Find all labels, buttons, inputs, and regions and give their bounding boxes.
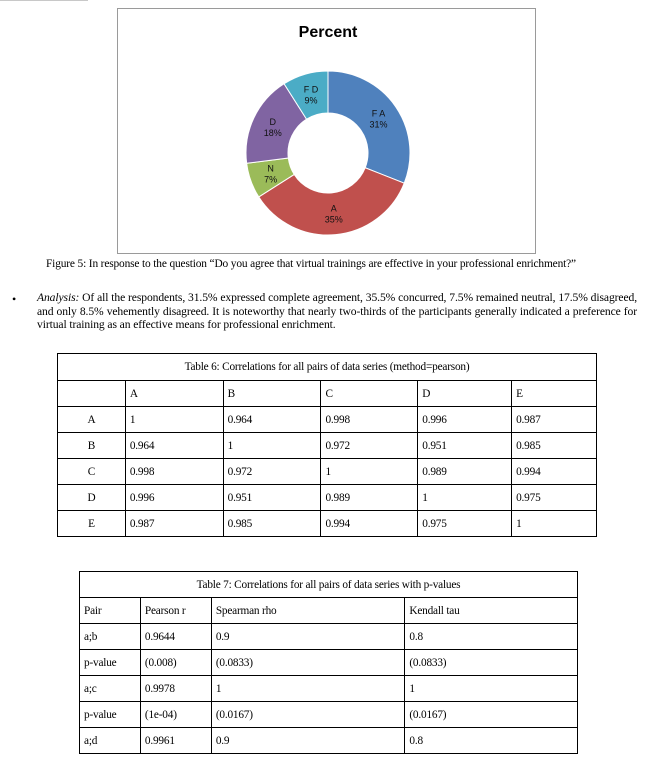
table6-row-header: C — [58, 459, 126, 485]
table-cell: 0.9 — [211, 728, 405, 754]
table-cell: 0.951 — [223, 485, 321, 511]
table7-header-cell: Pair — [80, 598, 141, 624]
table-row — [80, 650, 578, 676]
table-row — [58, 511, 597, 537]
table7-title: Table 7: Correlations for all pairs of data series with p-values — [80, 572, 578, 598]
table-cell: 1 — [418, 485, 512, 511]
table-row — [58, 433, 597, 459]
analysis-paragraph — [37, 291, 637, 332]
table-row — [58, 485, 597, 511]
pvalue-table — [79, 571, 578, 754]
table-cell: 0.989 — [321, 485, 418, 511]
table-cell: 0.994 — [321, 511, 418, 537]
slice-label: D 18% — [263, 117, 282, 139]
table6-header-cell: E — [512, 381, 597, 407]
table-cell: 0.985 — [512, 433, 597, 459]
table-cell: (0.0833) — [211, 650, 405, 676]
table7-header-cell: Kendall tau — [405, 598, 578, 624]
table-row — [80, 624, 578, 650]
table-cell: 0.8 — [405, 624, 578, 650]
bullet-marker: • — [12, 292, 17, 306]
table6-header-cell: D — [418, 381, 512, 407]
table-cell: (0.008) — [140, 650, 211, 676]
table-cell: 0.964 — [125, 433, 223, 459]
table-row — [58, 459, 597, 485]
table-cell: (1e-04) — [140, 702, 211, 728]
table6-row-header: E — [58, 511, 126, 537]
table6-title: Table 6: Correlations for all pairs of data series (method=pearson) — [58, 354, 597, 381]
table6-header-row — [58, 381, 597, 407]
table-cell: 0.975 — [512, 485, 597, 511]
table-cell: 0.8 — [405, 728, 578, 754]
table6-header-cell: A — [125, 381, 223, 407]
table-cell: 0.975 — [418, 511, 512, 537]
table6-row-header: D — [58, 485, 126, 511]
table6-row-header: A — [58, 407, 126, 433]
table-cell: 0.9961 — [140, 728, 211, 754]
table7-header-cell: Pearson r — [140, 598, 211, 624]
table-cell: 0.9 — [211, 624, 405, 650]
table-cell: a;b — [80, 624, 141, 650]
analysis-text: Of all the respondents, 31.5% expressed complete agreement, 35.5% concurred, 7.5% remained neutral, 17.5% disagreed, and only 8.5% vehemently disagreed. It is noteworthy that nearly two-thirds of the participants generally indicated a preference for virtual training as an effective means for professional enrichment. — [37, 291, 637, 332]
table-cell: 0.998 — [321, 407, 418, 433]
table-row — [80, 702, 578, 728]
table7-header-cell: Spearman rho — [211, 598, 405, 624]
table-cell: 0.972 — [223, 459, 321, 485]
table-cell: 0.9978 — [140, 676, 211, 702]
table6-header-cell — [58, 381, 126, 407]
table-cell: 1 — [223, 433, 321, 459]
table-cell: (0.0167) — [211, 702, 405, 728]
table-cell: 1 — [405, 676, 578, 702]
table-cell: 0.987 — [512, 407, 597, 433]
table6-header-cell: C — [321, 381, 418, 407]
donut-chart-frame — [117, 8, 536, 254]
table-cell: 0.985 — [223, 511, 321, 537]
table-cell: a;d — [80, 728, 141, 754]
table-cell: p-value — [80, 702, 141, 728]
table-cell: 1 — [125, 407, 223, 433]
table7-header-row — [80, 598, 578, 624]
table-row — [58, 407, 597, 433]
table-cell: 0.989 — [418, 459, 512, 485]
table-cell: (0.0167) — [405, 702, 578, 728]
table-cell: 1 — [512, 511, 597, 537]
table-cell: 1 — [211, 676, 405, 702]
figure-caption: Figure 5: In response to the question “Do you agree that virtual trainings are effective in your professional enrichment?” — [46, 258, 576, 270]
table-cell: 0.994 — [512, 459, 597, 485]
table-cell: 0.996 — [125, 485, 223, 511]
analysis-lead: Analysis: — [37, 291, 80, 304]
table-cell: p-value — [80, 650, 141, 676]
table-cell: 0.9644 — [140, 624, 211, 650]
chart-title: Percent — [298, 24, 358, 41]
table-cell: (0.0833) — [405, 650, 578, 676]
table-cell: 0.996 — [418, 407, 512, 433]
table-row — [80, 728, 578, 754]
slice-label: F D 9% — [303, 84, 319, 106]
table-row — [80, 676, 578, 702]
table-cell: 0.998 — [125, 459, 223, 485]
table-cell: 0.964 — [223, 407, 321, 433]
donut-chart — [118, 9, 537, 255]
table-cell: 0.987 — [125, 511, 223, 537]
slice-label: N 7% — [264, 163, 278, 185]
table-cell: 0.972 — [321, 433, 418, 459]
table6-header-cell: B — [223, 381, 321, 407]
table-cell: 0.951 — [418, 433, 512, 459]
correlation-table — [57, 353, 597, 537]
table-cell: a;c — [80, 676, 141, 702]
table6-row-header: B — [58, 433, 126, 459]
table-cell: 1 — [321, 459, 418, 485]
top-corner-rule — [0, 0, 88, 5]
slice-label: A 35% — [324, 203, 343, 225]
slice-label: F A 31% — [369, 108, 388, 130]
